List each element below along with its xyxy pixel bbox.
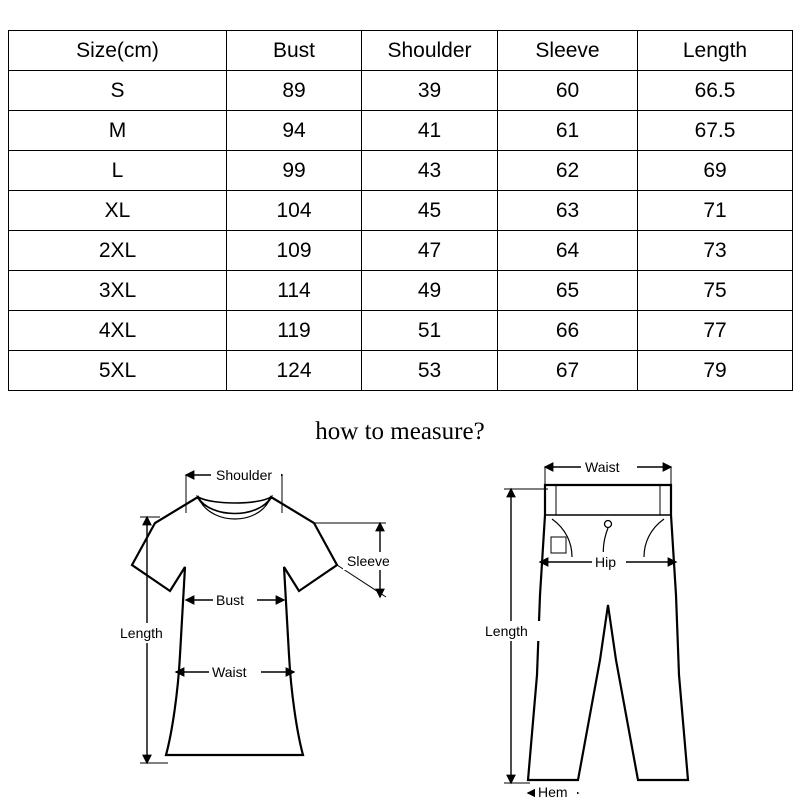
- cell-bust: 124: [227, 351, 362, 391]
- cell-shoulder: 51: [362, 311, 498, 351]
- pants-hem-measure-line: [528, 783, 578, 800]
- cell-length: 79: [638, 351, 793, 391]
- pants-button: [605, 521, 612, 528]
- size-chart-container: [8, 30, 792, 391]
- cell-shoulder: 45: [362, 191, 498, 231]
- cell-sleeve: 62: [498, 151, 638, 191]
- label-shoulder: Shoulder: [216, 467, 273, 483]
- cell-shoulder: 53: [362, 351, 498, 391]
- table-row: [9, 231, 793, 271]
- cell-shoulder: 41: [362, 111, 498, 151]
- how-to-measure-heading: how to measure?: [315, 418, 485, 445]
- label-hem: Hem: [538, 784, 568, 800]
- table-row: [9, 71, 793, 111]
- cell-bust: 99: [227, 151, 362, 191]
- column-header-size: Size(cm): [9, 31, 227, 71]
- cell-length: 75: [638, 271, 793, 311]
- cell-length: 66.5: [638, 71, 793, 111]
- cell-length: 69: [638, 151, 793, 191]
- cell-size: S: [9, 71, 227, 111]
- cell-size: 5XL: [9, 351, 227, 391]
- label-hip: Hip: [595, 554, 617, 570]
- cell-size: 4XL: [9, 311, 227, 351]
- cell-shoulder: 47: [362, 231, 498, 271]
- size-chart-table: [8, 30, 793, 391]
- label-waist-pants: Waist: [585, 459, 620, 475]
- table-row: [9, 271, 793, 311]
- column-header-shoulder: Shoulder: [362, 31, 498, 71]
- cell-sleeve: 67: [498, 351, 638, 391]
- cell-length: 77: [638, 311, 793, 351]
- cell-length: 73: [638, 231, 793, 271]
- cell-sleeve: 66: [498, 311, 638, 351]
- cell-bust: 114: [227, 271, 362, 311]
- cell-size: M: [9, 111, 227, 151]
- label-waist-shirt: Waist: [212, 664, 247, 680]
- cell-shoulder: 49: [362, 271, 498, 311]
- table-row: [9, 151, 793, 191]
- cell-length: 71: [638, 191, 793, 231]
- cell-shoulder: 43: [362, 151, 498, 191]
- measurement-diagrams: [0, 445, 800, 800]
- table-header-row: [9, 31, 793, 71]
- cell-size: L: [9, 151, 227, 191]
- cell-sleeve: 65: [498, 271, 638, 311]
- cell-bust: 104: [227, 191, 362, 231]
- cell-sleeve: 63: [498, 191, 638, 231]
- cell-bust: 94: [227, 111, 362, 151]
- cell-sleeve: 60: [498, 71, 638, 111]
- table-row: [9, 351, 793, 391]
- cell-sleeve: 64: [498, 231, 638, 271]
- cell-length: 67.5: [638, 111, 793, 151]
- column-header-bust: Bust: [227, 31, 362, 71]
- cell-shoulder: 39: [362, 71, 498, 111]
- cell-bust: 89: [227, 71, 362, 111]
- cell-size: 3XL: [9, 271, 227, 311]
- label-bust: Bust: [216, 592, 245, 608]
- label-sleeve: Sleeve: [347, 553, 390, 569]
- column-header-length: Length: [638, 31, 793, 71]
- cell-bust: 109: [227, 231, 362, 271]
- cell-size: 2XL: [9, 231, 227, 271]
- table-row: [9, 311, 793, 351]
- pants-illustration: [528, 485, 688, 780]
- table-row: [9, 111, 793, 151]
- label-length-shirt: Length: [120, 625, 163, 641]
- column-header-sleeve: Sleeve: [498, 31, 638, 71]
- table-row: [9, 191, 793, 231]
- cell-size: XL: [9, 191, 227, 231]
- cell-sleeve: 61: [498, 111, 638, 151]
- label-length-pants: Length: [485, 623, 528, 639]
- cell-bust: 119: [227, 311, 362, 351]
